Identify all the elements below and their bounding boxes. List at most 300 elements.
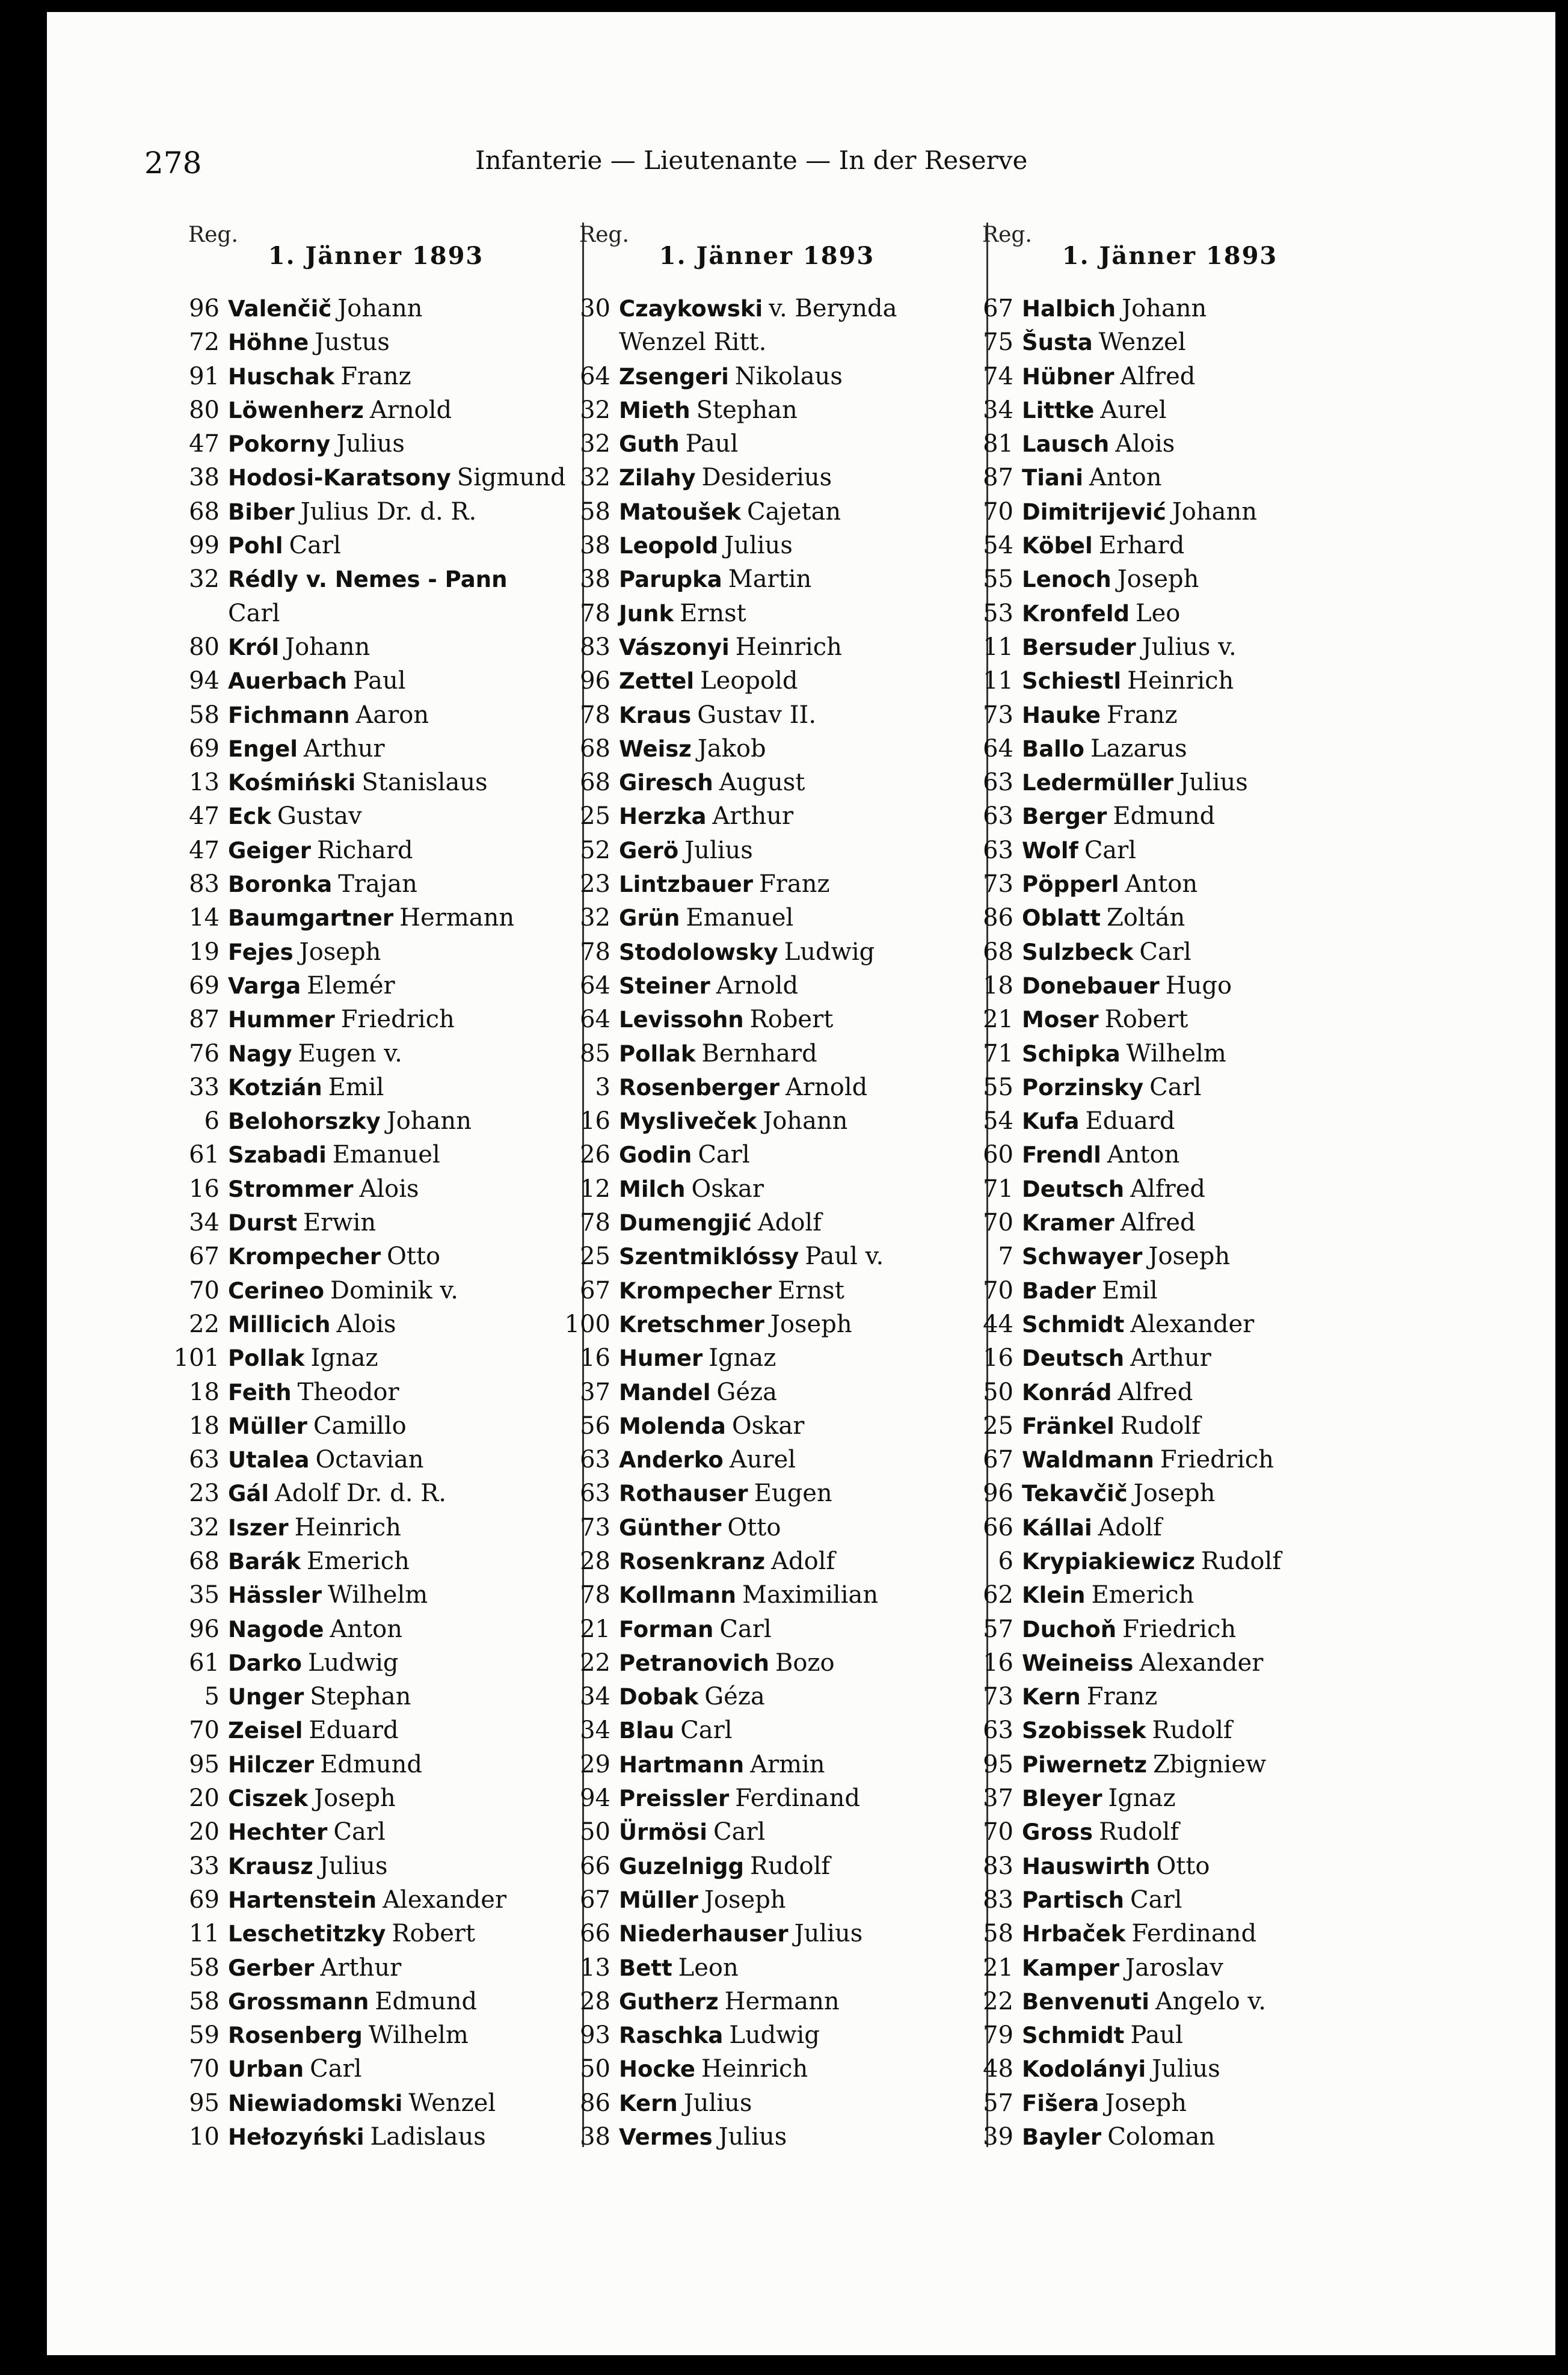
- regiment-number: 69: [189, 734, 220, 763]
- roster-entry: [538, 1274, 965, 1307]
- roster-entry: [147, 1646, 580, 1680]
- regiment-number: 83: [189, 870, 220, 899]
- roster-entry: [941, 969, 1380, 1003]
- roster-entry: [538, 1578, 965, 1612]
- given-name: Emerich: [307, 1547, 410, 1575]
- regiment-number: 6: [204, 1107, 220, 1135]
- regiment-number: 101: [173, 1344, 220, 1372]
- surname: Hartmann: [619, 1751, 745, 1778]
- regiment-number: 73: [983, 1683, 1013, 1711]
- regiment-number: 79: [983, 2021, 1013, 2050]
- regiment-number: 22: [580, 1648, 610, 1677]
- regiment-number: 19: [189, 938, 220, 966]
- regiment-number: 7: [998, 1243, 1013, 1271]
- given-name: Edmund: [320, 1750, 423, 1778]
- regiment-number: 23: [580, 870, 610, 899]
- surname: Czaykowski: [619, 296, 763, 322]
- roster-entry: [941, 1883, 1380, 1917]
- given-name: Carl: [310, 2055, 362, 2083]
- given-name: Alfred: [1118, 1378, 1193, 1406]
- regiment-number: 85: [580, 1039, 610, 1068]
- given-name: Emil: [1102, 1276, 1158, 1304]
- surname: Król: [228, 634, 280, 660]
- surname: Belohorszky: [228, 1108, 381, 1135]
- regiment-number: 58: [189, 1987, 220, 2015]
- roster-entry: [941, 1138, 1380, 1172]
- surname: Sulzbeck: [1022, 939, 1134, 965]
- roster-entry: [147, 1985, 580, 2018]
- surname: Szobissek: [1022, 1718, 1146, 1744]
- surname: Utalea: [228, 1447, 310, 1473]
- surname: Fejes: [228, 939, 294, 965]
- roster-entry: [147, 1781, 580, 1815]
- given-name: Wilhelm: [368, 2021, 469, 2050]
- roster-entry: [147, 529, 580, 562]
- regiment-number: 94: [189, 667, 220, 695]
- regiment-number: 70: [983, 1209, 1013, 1237]
- surname: Kronfeld: [1022, 600, 1130, 627]
- regiment-number: 80: [189, 633, 220, 661]
- regiment-number: 96: [983, 1479, 1013, 1508]
- roster-entry: [941, 2120, 1380, 2154]
- given-name: Eugen: [754, 1479, 832, 1508]
- surname: Piwernetz: [1022, 1751, 1147, 1778]
- roster-entry: [941, 393, 1380, 427]
- roster-column-3: [941, 223, 1380, 2154]
- given-name: Arthur: [320, 1953, 402, 1982]
- roster-entry: [147, 1443, 580, 1476]
- given-name: Heinrich: [294, 1513, 401, 1541]
- regiment-number: 76: [189, 1039, 220, 1068]
- roster-entry: [147, 1680, 580, 1713]
- surname: Bader: [1022, 1277, 1096, 1304]
- surname: Niewiadomski: [228, 2090, 403, 2116]
- regiment-number: 25: [983, 1412, 1013, 1440]
- regiment-number: 64: [580, 362, 610, 390]
- surname: Szentmiklóssy: [619, 1244, 799, 1270]
- regiment-number: 99: [189, 532, 220, 560]
- regiment-number: 67: [580, 1885, 610, 1914]
- given-name: v. Berynda: [769, 295, 897, 322]
- surname: Zilahy: [619, 465, 696, 491]
- given-name: Hermann: [724, 1987, 840, 2015]
- given-name: Stephan: [310, 1683, 411, 1711]
- regiment-number: 5: [204, 1683, 220, 1711]
- roster-entry: [538, 1951, 965, 1985]
- roster-entry: [538, 292, 965, 325]
- column-header: [941, 223, 1380, 292]
- surname: Müller: [619, 1887, 698, 1913]
- given-name: Ludwig: [307, 1648, 399, 1677]
- roster-entry: [941, 1815, 1380, 1849]
- surname: Pollak: [228, 1345, 305, 1372]
- roster-entry: [538, 1646, 965, 1680]
- page-number: 278: [144, 146, 202, 180]
- regiment-number: 68: [580, 734, 610, 763]
- roster-entry: [941, 1511, 1380, 1544]
- surname: Ciszek: [228, 1786, 309, 1812]
- surname: Kállai: [1022, 1514, 1092, 1541]
- regiment-number: 56: [580, 1412, 610, 1440]
- roster-entry: [147, 1544, 580, 1578]
- regiment-number: 70: [983, 1818, 1013, 1846]
- roster-entry: [538, 562, 965, 596]
- surname: Humer: [619, 1345, 703, 1372]
- regiment-number: 34: [580, 1683, 610, 1711]
- regiment-number: 28: [580, 1547, 610, 1575]
- roster-entry: [147, 292, 580, 325]
- surname: Baumgartner: [228, 905, 394, 932]
- regiment-number: 64: [580, 971, 610, 1000]
- regiment-number: 86: [983, 904, 1013, 932]
- regiment-number: 83: [983, 1885, 1013, 1914]
- given-name: Joseph: [1148, 1243, 1231, 1271]
- roster-entry: [147, 1003, 580, 1036]
- regiment-number: 11: [189, 1920, 220, 1948]
- regiment-number: 33: [189, 1852, 220, 1880]
- surname: Krompecher: [228, 1244, 381, 1270]
- regiment-number: 16: [983, 1648, 1013, 1677]
- given-name: Rudolf: [1201, 1547, 1282, 1575]
- roster-entry: [147, 2086, 580, 2120]
- roster-entry: [538, 1375, 965, 1409]
- roster-entry: [538, 2052, 965, 2086]
- surname: Giresch: [619, 770, 713, 796]
- roster-entry: [941, 1713, 1380, 1747]
- regiment-number: 96: [189, 295, 220, 322]
- regiment-number: 61: [189, 1648, 220, 1677]
- roster-entry: [147, 597, 580, 630]
- regiment-number: 60: [983, 1141, 1013, 1169]
- roster-entry: [941, 630, 1380, 664]
- regiment-number: 32: [580, 904, 610, 932]
- surname: Pokorny: [228, 431, 331, 458]
- given-name: Hugo: [1165, 971, 1232, 1000]
- surname: Rosenberg: [228, 2023, 363, 2049]
- regiment-number: 80: [189, 396, 220, 424]
- surname: Nagy: [228, 1040, 292, 1067]
- given-name: Zbigniew: [1152, 1750, 1267, 1778]
- regiment-number: 18: [189, 1412, 220, 1440]
- given-name: Armin: [750, 1750, 825, 1778]
- surname: Iszer: [228, 1514, 289, 1541]
- roster-entry: [538, 1781, 965, 1815]
- roster-entry: [538, 1443, 965, 1476]
- surname: Rédly v. Nemes - Pann: [228, 567, 508, 593]
- roster-entry: [147, 1713, 580, 1747]
- regiment-number: 58: [189, 701, 220, 729]
- surname: Oblatt: [1022, 905, 1101, 932]
- given-name: Leon: [678, 1953, 739, 1982]
- roster-entry: [941, 1409, 1380, 1443]
- regiment-number: 29: [580, 1750, 610, 1778]
- regiment-number: 58: [983, 1920, 1013, 1948]
- surname: Milch: [619, 1176, 686, 1202]
- given-name: Robert: [749, 1006, 834, 1034]
- roster-entry: [147, 1274, 580, 1307]
- given-name: Carl: [228, 599, 280, 627]
- roster-entry: [538, 698, 965, 732]
- surname: Molenda: [619, 1413, 726, 1439]
- roster-entry: [147, 1375, 580, 1409]
- regiment-number: 64: [580, 1006, 610, 1034]
- given-name: Julius: [1179, 769, 1248, 797]
- surname: Kodolányi: [1022, 2056, 1146, 2083]
- surname: Steiner: [619, 972, 710, 999]
- roster-entry: [538, 935, 965, 969]
- given-name: Ignaz: [709, 1344, 776, 1372]
- regiment-number: 11: [983, 633, 1013, 661]
- given-name: Anton: [1089, 464, 1162, 492]
- regiment-number: 55: [983, 1073, 1013, 1101]
- roster-entry: [941, 1680, 1380, 1713]
- given-name: Ernst: [778, 1276, 844, 1304]
- given-name: Ignaz: [310, 1344, 378, 1372]
- regiment-number: 95: [983, 1750, 1013, 1778]
- given-name: Paul: [353, 667, 406, 695]
- regiment-number: 66: [580, 1920, 610, 1948]
- regiment-number: 34: [580, 1716, 610, 1745]
- given-name: Dominik v.: [330, 1276, 458, 1304]
- regiment-number: 66: [983, 1513, 1013, 1541]
- surname: Bleyer: [1022, 1786, 1102, 1812]
- roster-entry: [941, 1240, 1380, 1273]
- given-name: Carl: [1149, 1073, 1202, 1101]
- regiment-number: 38: [580, 532, 610, 560]
- surname: Krausz: [228, 1853, 313, 1879]
- roster-entry: [941, 1748, 1380, 1781]
- surname: Niederhauser: [619, 1921, 789, 1947]
- given-name: Julius: [794, 1920, 863, 1948]
- given-name: Anton: [1107, 1141, 1180, 1169]
- given-name: Eduard: [309, 1716, 399, 1745]
- surname: Guth: [619, 431, 680, 458]
- given-name: Johann: [386, 1107, 472, 1135]
- roster-entry: [147, 1172, 580, 1206]
- given-name: Jaroslav: [1125, 1953, 1223, 1982]
- regiment-number: 18: [189, 1378, 220, 1406]
- given-name: Heinrich: [1127, 667, 1234, 695]
- roster-entry: [941, 597, 1380, 630]
- given-name: Hermann: [399, 904, 515, 932]
- given-name: Robert: [392, 1920, 476, 1948]
- regiment-number: 81: [983, 430, 1013, 458]
- surname: Deutsch: [1022, 1176, 1125, 1202]
- surname: Varga: [228, 972, 301, 999]
- roster-entry: [538, 901, 965, 935]
- regiment-number: 96: [189, 1615, 220, 1643]
- date-heading: 1. Jänner 1893: [1062, 242, 1278, 270]
- surname: Pohl: [228, 533, 283, 559]
- regiment-number: 32: [580, 430, 610, 458]
- roster-entry: [941, 1612, 1380, 1646]
- regiment-number: 87: [189, 1006, 220, 1034]
- regiment-number: 21: [580, 1615, 610, 1643]
- regiment-number: 54: [983, 1107, 1013, 1135]
- roster-entry: [941, 1917, 1380, 1950]
- surname: Eck: [228, 803, 271, 830]
- surname: Tekavčič: [1022, 1481, 1128, 1507]
- roster-entry: [147, 2018, 580, 2052]
- given-name: Franz: [758, 870, 830, 899]
- given-name: Heinrich: [735, 633, 842, 661]
- regiment-number: 22: [983, 1987, 1013, 2015]
- given-name: Angelo v.: [1155, 1987, 1266, 2015]
- surname: Höhne: [228, 330, 309, 356]
- given-name: Anton: [1125, 870, 1198, 899]
- surname: Bett: [619, 1955, 672, 1981]
- roster-entry: [538, 529, 965, 562]
- given-name: Johann: [1172, 497, 1258, 526]
- surname: Gál: [228, 1481, 269, 1507]
- given-name: Johann: [337, 295, 423, 322]
- roster-entry: [941, 935, 1380, 969]
- regiment-number: 57: [983, 1615, 1013, 1643]
- regiment-number: 50: [580, 1818, 610, 1846]
- regiment-number: 18: [983, 971, 1013, 1000]
- date-heading: 1. Jänner 1893: [659, 242, 875, 270]
- roster-entry: [941, 1646, 1380, 1680]
- roster-entry: [941, 1037, 1380, 1071]
- surname: Kufa: [1022, 1108, 1080, 1135]
- roster-entry: [941, 664, 1380, 698]
- surname: Schipka: [1022, 1040, 1121, 1067]
- regiment-number: 68: [189, 497, 220, 526]
- roster-entry: [147, 766, 580, 799]
- given-name: Alois: [1115, 430, 1175, 458]
- surname: Zsengeri: [619, 363, 729, 390]
- surname: Kośmiński: [228, 770, 356, 796]
- regiment-number: 47: [189, 836, 220, 864]
- regiment-number: 95: [189, 2089, 220, 2117]
- regiment-number: 32: [189, 1513, 220, 1541]
- regiment-number: 63: [189, 1446, 220, 1474]
- roster-entry: [147, 360, 580, 393]
- surname: Hrbaček: [1022, 1921, 1126, 1947]
- roster-entry: [941, 461, 1380, 494]
- surname: Lausch: [1022, 431, 1110, 458]
- regiment-number: 95: [189, 1750, 220, 1778]
- regiment-number: 16: [189, 1175, 220, 1203]
- given-name: Oskar: [731, 1412, 805, 1440]
- surname: Donebauer: [1022, 972, 1160, 999]
- surname: Schiestl: [1022, 668, 1122, 695]
- regiment-number: 78: [580, 938, 610, 966]
- surname: Engel: [228, 736, 298, 762]
- given-name: August: [719, 769, 805, 797]
- roster-entry: [941, 427, 1380, 461]
- surname: Hässler: [228, 1582, 322, 1609]
- roster-entry: [941, 1443, 1380, 1476]
- given-name: Géza: [716, 1378, 777, 1406]
- regiment-number: 78: [580, 701, 610, 729]
- regiment-number: 64: [983, 734, 1013, 763]
- surname: Barák: [228, 1548, 301, 1575]
- regiment-number: 70: [189, 1276, 220, 1304]
- roster-entry: [941, 1307, 1380, 1341]
- regiment-number: 68: [189, 1547, 220, 1575]
- regiment-number: 63: [983, 836, 1013, 864]
- given-name: Joseph: [1105, 2089, 1187, 2117]
- column-header: [538, 223, 965, 292]
- regiment-number: 63: [580, 1479, 610, 1508]
- given-name: Rudolf: [1152, 1716, 1232, 1745]
- roster-entry: [147, 1409, 580, 1443]
- roster-entry: [147, 562, 580, 596]
- roster-entry: [147, 461, 580, 494]
- given-name: Richard: [316, 836, 413, 864]
- regiment-number: 20: [189, 1784, 220, 1813]
- surname: Hummer: [228, 1007, 335, 1033]
- roster-entry: [147, 1511, 580, 1544]
- given-name: Friedrich: [340, 1006, 455, 1034]
- given-name: Ludwig: [729, 2021, 820, 2050]
- given-name: Arnold: [786, 1073, 868, 1101]
- surname: Littke: [1022, 397, 1095, 423]
- surname: Gross: [1022, 1819, 1093, 1846]
- regiment-number: 83: [580, 633, 610, 661]
- roster-entry: [941, 529, 1380, 562]
- regiment-number: 39: [983, 2123, 1013, 2151]
- roster-column-2: [538, 223, 965, 2154]
- roster-entry: [941, 799, 1380, 833]
- regiment-number: 73: [983, 870, 1013, 899]
- regiment-number: 33: [189, 1073, 220, 1101]
- regiment-number: 48: [983, 2055, 1013, 2083]
- regiment-number: 71: [983, 1175, 1013, 1203]
- roster-entry: [941, 867, 1380, 901]
- roster-entry: [538, 2120, 965, 2154]
- roster-entry: [147, 1240, 580, 1273]
- given-name: Desiderius: [701, 464, 832, 492]
- surname: Zettel: [619, 668, 695, 695]
- surname: Fichmann: [228, 702, 350, 728]
- regiment-number: 87: [983, 464, 1013, 492]
- regiment-number: 67: [189, 1243, 220, 1271]
- regiment-number: 93: [580, 2021, 610, 2050]
- surname: Hocke: [619, 2056, 696, 2083]
- date-heading: 1. Jänner 1893: [268, 242, 484, 270]
- given-name: Adolf: [771, 1547, 835, 1575]
- regiment-number: 61: [189, 1141, 220, 1169]
- given-name: Emanuel: [332, 1141, 440, 1169]
- regiment-number: 25: [580, 802, 610, 831]
- given-name: Jakob: [697, 734, 766, 763]
- surname: Hübner: [1022, 363, 1115, 390]
- regiment-number: 68: [983, 938, 1013, 966]
- given-name: Ignaz: [1108, 1784, 1176, 1813]
- roster-entry: [941, 1578, 1380, 1612]
- given-name: Justus: [315, 328, 390, 357]
- surname: Duchoň: [1022, 1616, 1117, 1642]
- roster-entry: [538, 630, 965, 664]
- roster-entry: [538, 1917, 965, 1950]
- roster-entry: [538, 664, 965, 698]
- regiment-number: 21: [983, 1953, 1013, 1982]
- given-name: Julius: [684, 836, 753, 864]
- regiment-number: 35: [189, 1581, 220, 1609]
- given-name: Zoltán: [1106, 904, 1185, 932]
- roster-entry: [941, 766, 1380, 799]
- given-name: Joseph: [1117, 565, 1199, 594]
- given-name: Rudolf: [1120, 1412, 1201, 1440]
- roster-entry: [538, 325, 965, 359]
- given-name: Stanislaus: [361, 769, 488, 797]
- surname: Benvenuti: [1022, 1988, 1149, 2015]
- surname: Ledermüller: [1022, 770, 1174, 796]
- given-name: Erhard: [1098, 532, 1185, 560]
- roster-entry: [941, 732, 1380, 766]
